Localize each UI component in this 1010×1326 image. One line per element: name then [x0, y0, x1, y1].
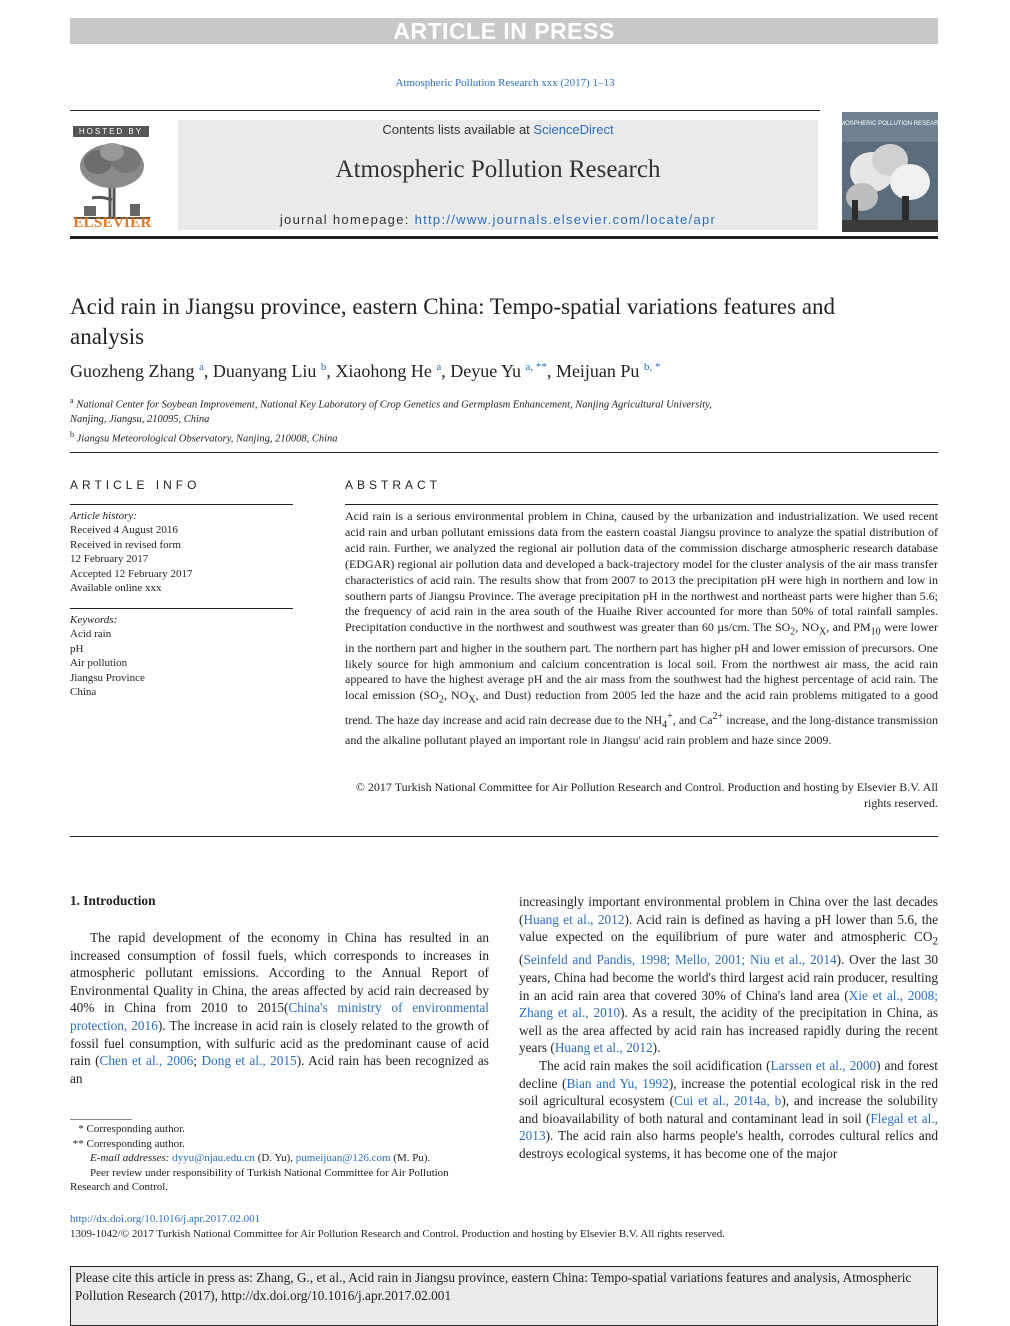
- article-in-press-banner: ARTICLE IN PRESS: [70, 18, 938, 44]
- citation-link[interactable]: Larssen et al., 2000: [770, 1058, 877, 1073]
- homepage-link[interactable]: http://www.journals.elsevier.com/locate/apr: [414, 212, 717, 227]
- author-affiliation-marker[interactable]: a: [436, 361, 442, 373]
- sciencedirect-link[interactable]: ScienceDirect: [533, 122, 614, 137]
- footnotes: [70, 1122, 489, 1195]
- header-divider: [70, 236, 938, 239]
- citation-link[interactable]: China's ministry of environmental protection, 2016: [70, 1000, 489, 1033]
- history-label: Article history:: [70, 510, 137, 522]
- affiliation-a: [70, 394, 938, 413]
- abstract-heading: ABSTRACT: [345, 478, 442, 492]
- body-column-right: [519, 893, 938, 1163]
- body-column-left: [70, 929, 489, 1087]
- affiliation-text: National Center for Soybean Improvement, National Key Laboratory of Crop Genetics and Germplasm Enhancement, Nanjing Agricultural University,: [76, 399, 712, 411]
- affiliation-label: a: [70, 396, 74, 405]
- citation-link[interactable]: Flegal et al., 2013: [519, 1110, 938, 1144]
- publisher-logo[interactable]: [70, 125, 155, 235]
- elsevier-tree-icon: [74, 140, 150, 220]
- citation-link[interactable]: Seinfeld and Pandis, 1998; Mello, 2001; Niu et al., 2014: [523, 952, 837, 968]
- journal-title: Atmospheric Pollution Research: [335, 156, 661, 183]
- contents-prefix: Contents lists available at: [382, 122, 534, 137]
- affiliation-label: b: [70, 429, 74, 439]
- divider: [70, 608, 293, 609]
- contents-line: [178, 122, 818, 137]
- keyword: Acid rain: [70, 628, 112, 641]
- history-item: Accepted 12 February 2017: [70, 567, 193, 580]
- author-affiliation-marker[interactable]: b: [320, 361, 327, 373]
- email-owner: (D. Yu),: [254, 1152, 296, 1165]
- citation-link[interactable]: Huang et al., 2012: [554, 1040, 653, 1056]
- citation-box: Please cite this article in press as: Zhang, G., et al., Acid rain in Jiangsu province, eastern China: Tempo-spatial variations features and analysis, Atmospheric Pollution Research (2017), http://dx.doi.org/10.1016/j.apr.2017.02.001: [70, 1266, 938, 1326]
- email-link[interactable]: pumeijuan@126.com: [295, 1152, 391, 1165]
- article-info-heading: ARTICLE INFO: [70, 478, 201, 492]
- keyword: Air pollution: [70, 657, 128, 670]
- journal-masthead: [178, 120, 818, 230]
- footnote-text: Corresponding author.: [86, 1123, 185, 1135]
- footnote: * Corresponding author.: [70, 1123, 185, 1135]
- history-item: Received 4 August 2016: [70, 524, 178, 537]
- citation-link[interactable]: Huang et al., 2012: [523, 911, 625, 927]
- divider: [70, 110, 820, 111]
- issn-copyright: 1309-1042/© 2017 Turkish National Committee for Air Pollution Research and Control. Production and hosting by Elsevier B.V. All rights reserved.: [70, 1228, 725, 1240]
- divider: [70, 452, 938, 453]
- paragraph: The acid rain makes the soil acidification (Larssen et al., 2000) and forest decline (Bian and Yu, 1992), increase the potential ecological risk in the red soil agricultural ecosystem (Cui et al., 2014a, b), and increase the solubility and bioavailability of both natural and contaminant lead in soil (Flegal et al., 2013). The acid rain also harms people's health, corrodes cultural relics and destroys ecological systems, it has become one of the major: [519, 1058, 938, 1161]
- author-name[interactable]: Guozheng Zhang: [70, 361, 195, 381]
- elsevier-wordmark: ELSEVIER: [73, 215, 152, 231]
- author-affiliation-marker[interactable]: b, *: [643, 361, 661, 373]
- paragraph: increasingly important environmental problem in China over the last decades (Huang et al., 2012). Acid rain is defined as having a pH lower than 5.6, the value expected on the equilibrium of pure water and atmospheric $CO_2$ (Seinfeld and Pandis, 1998; Mello, 2001; Niu et al., 2014). Over the last 30 years, China had become the world's third largest acid rain producer, resulting in an acid rain area that covered 30% of China's land area (Xie et al., 2008; Zhang et al., 2010). As a result, the acidity of the precipitation in China, as well as the area affected by acid rain has increased rapidly during the recent years (Huang et al., 2012).: [519, 894, 939, 1056]
- keyword: China: [70, 686, 97, 699]
- email-link[interactable]: dyyu@njau.edu.cn: [172, 1152, 255, 1165]
- abstract-copyright: © 2017 Turkish National Committee for Air Pollution Research and Control. Production and hosting by Elsevier B.V. All rights reserved.: [355, 780, 938, 810]
- author-name[interactable]: Xiaohong He: [335, 361, 432, 381]
- citation-link[interactable]: Dong et al., 2015: [201, 1053, 297, 1069]
- footnote: ** Corresponding author.: [70, 1137, 185, 1150]
- footnote: [70, 1166, 489, 1195]
- author-list: Guozheng Zhang $^a$, Duanyang Liu $^b$, Xiaohong He $^a$, Deyue Yu $^{a, **}$, Meijuan Pu $^{b, *}$: [70, 361, 661, 381]
- affiliation-b: [70, 428, 938, 447]
- author-name[interactable]: Duanyang Liu: [212, 361, 317, 381]
- doi-link[interactable]: http://dx.doi.org/10.1016/j.apr.2017.02.001: [70, 1213, 261, 1225]
- paragraph: The rapid development of the economy in China has resulted in an increased consumption of fossil fuels, which corresponds to increases in atmospheric pollutant emissions. According to the Annual Report of Environmental Quality in China, the areas affected by acid rain decreased by 40% in China from 2010 to 2015(China's ministry of environmental protection, 2016). The increase in acid rain is closely related to the growth of fossil fuel consumption, with sulfuric acid as the predominant cause of acid rain (Chen et al., 2006; Dong et al., 2015). Acid rain has been recognized as an: [70, 930, 490, 1086]
- affiliation-a-line2: Nanjing, Jiangsu, 210095, China: [70, 414, 210, 425]
- affiliations: [70, 394, 938, 447]
- affiliation-text: Jiangsu Meteorological Observatory, Nanjing, 210008, China: [76, 433, 338, 444]
- keywords-label: Keywords:: [70, 614, 118, 626]
- journal-cover-image[interactable]: [832, 112, 948, 232]
- citation-link[interactable]: Cui et al., 2014a, b: [674, 1093, 782, 1109]
- peer-review-note: Peer review under responsibility of Turkish National Committee for Air Pollution Research and Control.: [70, 1166, 449, 1194]
- footnote-divider: [70, 1119, 132, 1120]
- footnote: [70, 1151, 489, 1166]
- author-name[interactable]: Meijuan Pu: [555, 361, 640, 381]
- article-history: [70, 509, 293, 595]
- citation-link[interactable]: Xie et al., 2008; Zhang et al., 2010: [519, 987, 938, 1021]
- homepage-prefix: journal homepage:: [279, 212, 415, 227]
- homepage-line: [178, 212, 818, 227]
- email-label: E-mail addresses:: [90, 1152, 170, 1165]
- footnote-text: Corresponding author.: [86, 1137, 185, 1150]
- cover-title: ATMOSPHERIC POLLUTION RESEARCH: [832, 121, 948, 127]
- divider: [70, 504, 293, 505]
- author-affiliation-marker[interactable]: a: [198, 361, 204, 373]
- citation-link[interactable]: Chen et al., 2006: [99, 1053, 194, 1069]
- journal-reference[interactable]: Atmospheric Pollution Research xxx (2017) 1–13: [395, 77, 615, 89]
- history-item: Available online xxx: [70, 582, 162, 595]
- hosted-by-label: HOSTED BY: [73, 126, 149, 137]
- keywords: [70, 613, 293, 699]
- keyword: pH: [70, 642, 84, 655]
- keyword: Jiangsu Province: [70, 671, 145, 684]
- author-affiliation-marker[interactable]: a, **: [525, 361, 547, 373]
- history-item: 12 February 2017: [70, 553, 149, 566]
- divider: [70, 836, 938, 837]
- divider: [345, 504, 938, 505]
- email-owner: (M. Pu).: [390, 1152, 431, 1165]
- author-name[interactable]: Deyue Yu: [450, 361, 522, 381]
- article-title: Acid rain in Jiangsu province, eastern China: Tempo-spatial variations features and analysis: [70, 294, 836, 349]
- section-heading: 1. Introduction: [70, 893, 156, 908]
- abstract-text: Acid rain is a serious environmental problem in China, caused by the urbanization and industrialization. We used recent acid rain and urban pollutant emissions data from the eastern coastal Jiangsu province to analyze the spatial distribution of acid rain. Further, we analyzed the regional air pollution data of the commission discharge atmospheric research database (EDGAR) regional air pollution data and developed a back-trajectory model for the cluster analysis of the air mass transfer characteristics of acid rain. The results show that from 2007 to 2013 the precipitation pH were high in northern and low in southern parts of Jiangsu Province. The average precipitation pH in the northwest and northeast parts were higher than 5.6; the frequency of acid rain in the area south of the Huaihe River accounted for more than 50% of total rainfall samples. Precipitation conductive in the northwest and southwest was greater than 60 µs/cm. The $SO_2$, $NO_X$, and $PM_{10}$ were lower in the northern part and higher in the southern part. The northern part has higher pH and lower emission of precursors. One likely source for high ammonium and calcium concentration is local soil. From the northwest air mass, the acid rain appeared to have the highest average pH and the air mass from the southwest had the highest percentage of acid rain. The local emission ($SO_2$, $NO_X$, and Dust) reduction from 2005 led the haze and the acid rain problems mitigated to a good trend. The haze day increase and acid rain decrease due to the $NH_4^+$, and $Ca^{2+}$ increase, and the long-distance transmission and the alkaline pollutant played an important role in Jiangsu' acid rain problem and haze since 2009.: [345, 509, 939, 747]
- history-item: Received in revised form: [70, 538, 181, 551]
- citation-link[interactable]: Bian and Yu, 1992: [566, 1075, 669, 1091]
